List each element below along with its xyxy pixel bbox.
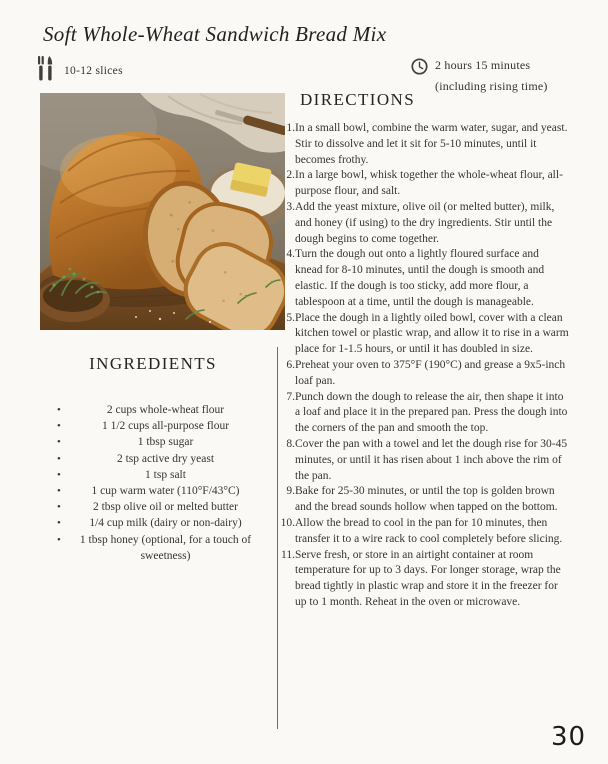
ingredient-text: 2 tsp active dry yeast [116,452,215,465]
direction-step [277,358,569,390]
direction-step [277,200,569,247]
time-label: 2 hours 15 minutes [435,58,531,72]
page-title: Soft Whole-Wheat Sandwich Bread Mix [43,22,387,46]
ingredients-section [40,352,266,564]
ingredient-text: 1 tbsp honey (optional, for a touch of sweetness) [79,533,252,562]
direction-step [277,247,569,310]
directions-list [277,121,569,611]
step-number: 11. [281,548,295,561]
bullet-icon: • [57,533,61,546]
page-number: 30 [551,722,587,752]
direction-step [277,484,569,516]
ingredient-item [40,483,266,499]
bullet-icon: • [57,436,61,449]
step-text: Punch down the dough to release the air, then shape it into a loaf and place it in the prepared pan. Press the dough into the corners of the pan and smooth the top. [295,390,568,435]
direction-step [277,390,569,437]
step-text: Serve fresh, or store in an airtight container at room temperature for up to 3 days. For longer storage, wrap the bread tightly in plastic wrap and store it in the freezer for up to 1 month. Reheat in the oven or microwave. [295,548,561,608]
recipe-photo [40,93,285,330]
direction-step [277,121,569,168]
step-number: 6. [286,358,295,371]
directions-heading: DIRECTIONS [300,90,416,109]
step-text: Turn the dough out onto a lightly floured surface and knead for 8-10 minutes, until the dough is smooth and elastic. If the dough is too sticky, add more flour, a tablespoon at a time, until the dough is manageable. [295,248,545,308]
step-text: In a small bowl, combine the warm water, sugar, and yeast. Stir to dissolve and let it sit for 5-10 minutes, until it becomes frothy. [295,122,568,166]
utensils-icon [37,56,53,86]
bullet-icon: • [57,468,61,481]
step-text: Preheat your oven to 375°F (190°C) and grease a 9x5-inch loaf pan. [295,358,566,387]
direction-step [277,311,569,358]
ingredient-item [40,402,266,418]
time-note: (including rising time) [435,79,548,93]
bullet-icon: • [57,517,61,530]
directions-section [277,88,569,611]
bread-illustration [40,93,285,330]
step-number: 3. [286,200,295,213]
step-text: Bake for 25-30 minutes, or until the top is golden brown and the bread sounds hollow when tapped on the bottom. [295,485,558,514]
direction-step [277,516,569,548]
step-text: Allow the bread to cool in the pan for 10 minutes, then transfer it to a wire rack to cool completely before slicing. [295,516,563,545]
step-number: 8. [286,437,295,450]
step-number: 1. [286,122,295,134]
step-number: 2. [286,169,295,182]
ingredients-heading: INGREDIENTS [89,354,217,373]
ingredient-text: 1 cup warm water (110°F/43°C) [91,485,240,498]
ingredient-text: 1 tbsp sugar [137,436,194,449]
step-number: 9. [286,485,295,498]
step-text: Add the yeast mixture, olive oil (or melted butter), milk, and honey (if using) to the dry ingredients. Stir until the dough begins to come together. [295,200,555,245]
ingredients-list [40,402,266,564]
direction-step [277,437,569,484]
ingredient-text: 1 1/2 cups all-purpose flour [101,420,230,433]
bullet-icon: • [57,485,61,498]
servings-meta [37,56,123,86]
step-number: 4. [286,248,295,261]
step-text: Cover the pan with a towel and let the dough rise for 30-45 minutes, or until it has risen about 1 inch above the rim of the pan. [295,437,568,482]
direction-step [277,168,569,200]
clock-icon [411,55,428,80]
ingredient-text: 1 tsp salt [145,468,186,481]
ingredient-text: 1/4 cup milk (dairy or non-dairy) [89,517,242,530]
ingredient-item [40,532,266,564]
ingredient-text: 2 tbsp olive oil or melted butter [92,501,238,514]
direction-step [277,548,569,611]
ingredient-text: 2 cups whole-wheat flour [106,404,225,416]
ingredient-item [40,451,266,467]
bullet-icon: • [57,501,61,514]
bullet-icon: • [57,420,61,433]
bullet-icon: • [57,404,61,416]
step-number: 5. [286,311,295,324]
step-text: In a large bowl, whisk together the whole-wheat flour, all-purpose flour, and salt. [295,169,563,198]
bullet-icon: • [57,452,61,465]
ingredient-item [40,515,266,531]
servings-label: 10-12 slices [64,65,123,77]
ingredient-item [40,434,266,450]
ingredient-item [40,418,266,434]
step-text: Place the dough in a lightly oiled bowl, cover with a clean kitchen towel or plastic wrap, and allow it to rise in a warm place for 1-1.5 hours, or until it has doubled in size. [295,311,569,356]
step-number: 7. [286,390,295,403]
ingredient-item [40,499,266,515]
step-number: 10. [280,516,295,529]
ingredient-item [40,467,266,483]
